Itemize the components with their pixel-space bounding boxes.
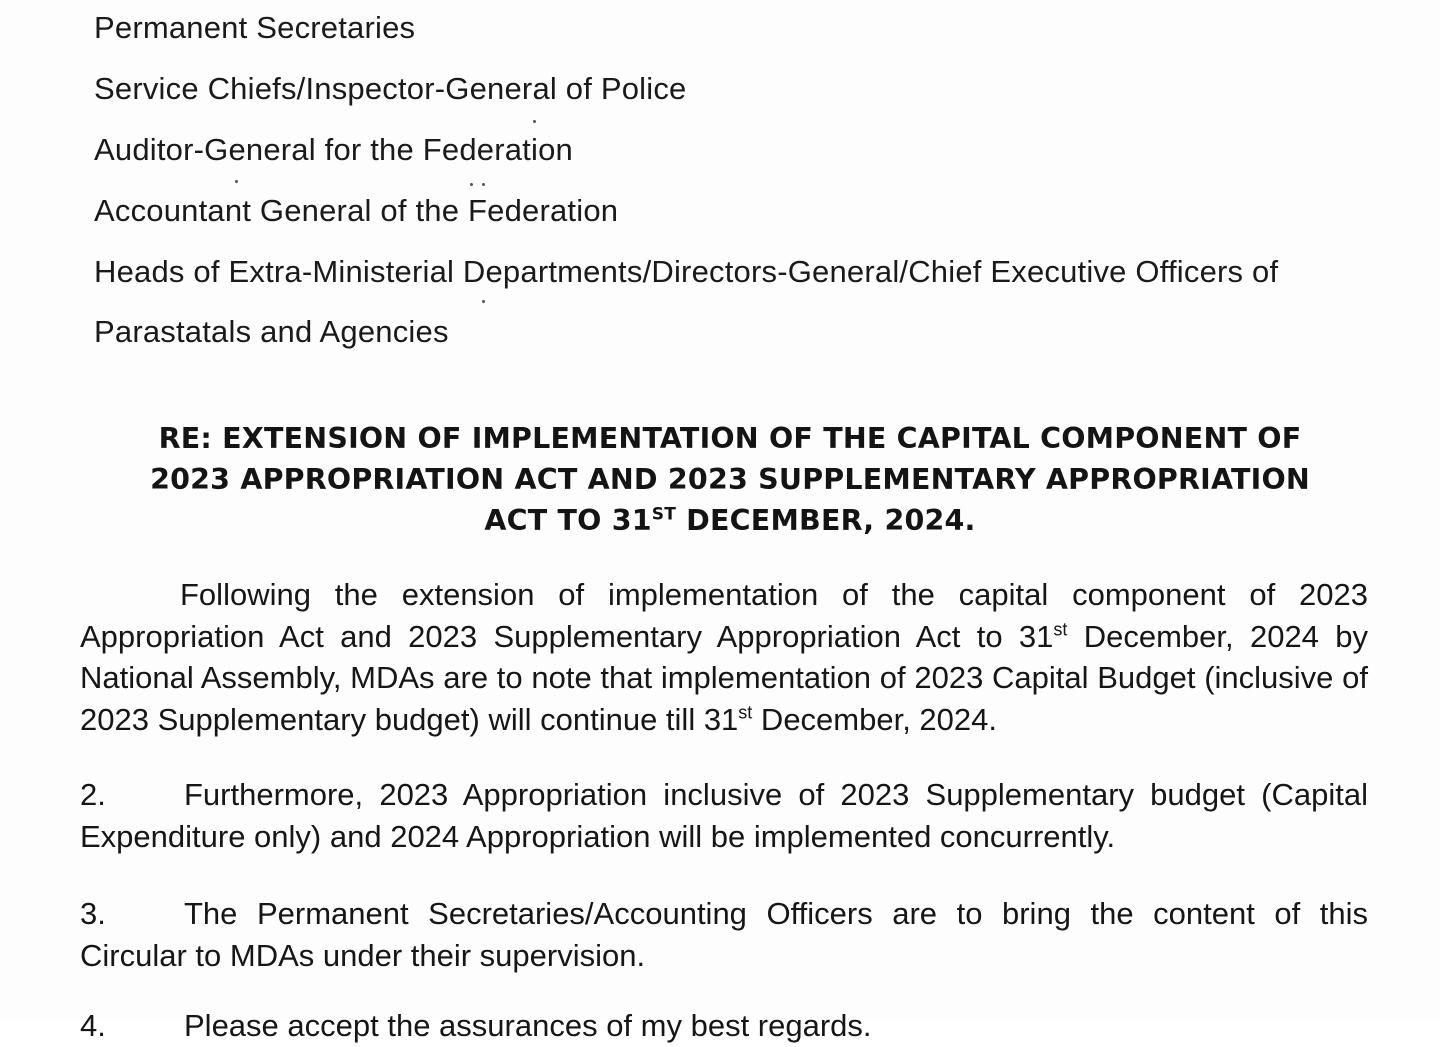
heading-ordinal-suffix: ST bbox=[651, 504, 677, 525]
paragraph-1-text-c: December, 2024. bbox=[752, 701, 998, 737]
circular-subject-heading bbox=[80, 418, 1380, 541]
paragraph-1-text-b: December, 2024 by National Assembly, MDAs are to note that implementation of 2023 Capital Budget (inclusive of 2023 Supplementary budget) will continue till 31 bbox=[80, 618, 1368, 737]
scan-speck bbox=[482, 300, 485, 303]
addressee-service-chiefs: Service Chiefs/Inspector-General of Police bbox=[94, 71, 687, 106]
paragraph-2-text: Furthermore, 2023 Appropriation inclusive of 2023 Supplementary budget (Capital Expenditure only) and 2024 Appropriation will be implemented concurrently. bbox=[80, 777, 1368, 854]
paragraph-3-text: The Permanent Secretaries/Accounting Officers are to bring the content of this Circular to MDAs under their supervision. bbox=[80, 896, 1368, 973]
paragraph-3 bbox=[80, 893, 1368, 976]
addressee-accountant-general: Accountant General of the Federation bbox=[94, 193, 619, 228]
paragraph-4-partial bbox=[80, 1005, 1368, 1047]
scan-speck bbox=[533, 120, 536, 123]
addressee-list bbox=[94, 8, 1374, 373]
addressee-permanent-secretaries: Permanent Secretaries bbox=[94, 10, 416, 45]
addressee-heads-of-departments: Heads of Extra-Ministerial Departments/Directors-General/Chief Executive Officers of bbox=[94, 254, 1279, 289]
paragraph-number: 2. bbox=[80, 777, 106, 812]
paragraph-1 bbox=[80, 574, 1368, 740]
paragraph-4-text: Please accept the assurances of my best regards. bbox=[184, 1008, 872, 1043]
scan-speck bbox=[470, 183, 473, 186]
scan-speck bbox=[235, 180, 238, 183]
addressee-parastatals: Parastatals and Agencies bbox=[94, 314, 449, 349]
paragraph-2 bbox=[80, 774, 1368, 857]
scan-speck bbox=[482, 183, 485, 186]
paragraph-1-text-a: Following the extension of implementation of the capital component of 2023 Appropriation Act and 2023 Supplementary Appropriation Act to 31 bbox=[80, 577, 1368, 654]
ordinal-suffix: st bbox=[1053, 619, 1068, 640]
paragraph-number: 4. bbox=[80, 1008, 106, 1043]
heading-line-2: 2023 APPROPRIATION ACT AND 2023 SUPPLEMENTARY APPROPRIATION bbox=[150, 463, 1310, 496]
heading-line-3-end: DECEMBER, 2024. bbox=[676, 504, 976, 537]
paragraph-number: 3. bbox=[80, 896, 106, 931]
heading-line-3-start: ACT TO 31 bbox=[484, 504, 652, 537]
heading-line-1: RE: EXTENSION OF IMPLEMENTATION OF THE CAPITAL COMPONENT OF bbox=[158, 422, 1302, 455]
addressee-auditor-general: Auditor-General for the Federation bbox=[94, 132, 573, 167]
heading-line-3 bbox=[80, 500, 1380, 541]
ordinal-suffix: st bbox=[738, 702, 753, 723]
